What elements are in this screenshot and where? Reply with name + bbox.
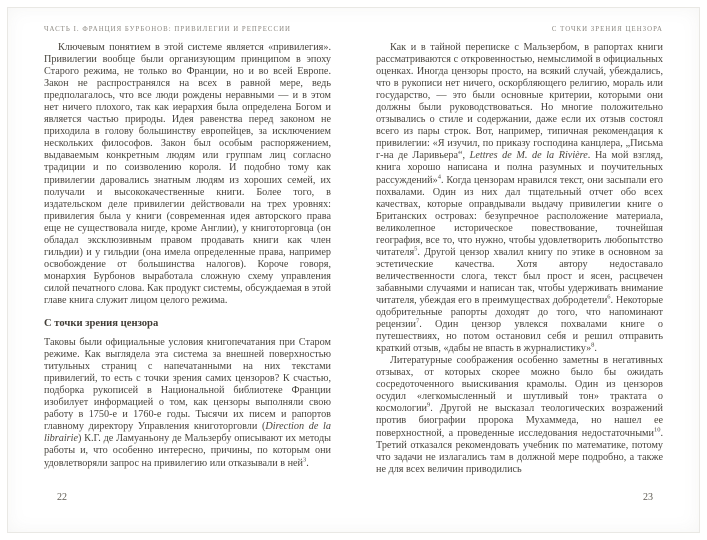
footnote-reference: 3 [303,456,307,464]
running-head-right: С ТОЧКИ ЗРЕНИЯ ЦЕНЗОРА [551,26,663,33]
page-left-body [44,42,331,470]
body-paragraph: Таковы были официальные условия книгопечатания при Старом режиме. Как выглядела эта система за внешней поверхностью титульных страниц с напечатанными на них текстами привилегий, то есть с точки зрения самих цензоров? К счастью, подборка рукописей в Национальной библиотеке Франции изобилует информацией о том, как цензоры выполняли свою работу в 1750-е и 1760-е годы. Тысячи их писем и рапортов главному директору Управления книготорговли (Direction de la librairie) К.Г. де Ламуаньону де Мальзербу описывают их методы работы и, что особенно интересно, причины, по которым они удовлетворяли запрос на привилегию или отказывали в ней$^3$. [44,337,331,469]
footnote-reference: 10 [653,426,661,434]
page-number-left: 22 [57,492,67,503]
page-number-right: 23 [643,492,653,503]
footnote-reference: 9 [426,402,431,410]
body-paragraph: Как и в тайной переписке с Мальзербом, в рапортах книги рассматриваются с откровенностью, немыслимой в официальных оценках. Иногда цензоры просто, на всякий случай, убеждались, что в рукописи нет ничего, оскорбляющего религию, мораль или государство, — это были основные критерии, которыми они должны были руководствоваться. Но многие положительно отзывались о стиле и содержании, даже если их отзыв состоял всего из пары строк. Вот, например, типичная рекомендация к привилегии: «Я изучил, по приказу господина канцлера, „Письма г-на де Ларивьера“, Lettres de M. de la Rivière. На мой взгляд, книга хорошо написана и полна разумных и поучительных рассуждений»$^4$. Когда цензорам нравился текст, они засыпали его похвалами. Один из них дал тщательный отчет обо всех качествах, которые оправдывали выдачу привилегии книге о Британских островах: безупречное расположение материала, великолепное историческое повествование, точнейшая география, все то, что нужно, чтобы удовлетворить любопытство читателя$^5$. Другой цензор хвалил книгу по этике в основном за эстетические качества. Хотя автору недоставало величественности слога, текст был прост и ясен, расцвечен забавными случаями и написан так, чтобы удерживать внимание читателя, убеждая его в преимуществах добродетели$^6$. Некоторые одобрительные рапорты доходят до того, что напоминают рецензии$^7$. Один цензор увлекся похвалами книге о путешествиях, но потом остановил себя и решил отправить краткий отзыв, «дабы не впасть в журналистику»$^8$. [376,42,663,355]
page-right [376,0,663,540]
body-paragraph: Литературные соображения особенно заметны в негативных отзывах, от которых скорее можно было бы ожидать сосредоточенного выискивания крамолы. Один из цензоров осудил «легкомысленный и шутливый тон» трактата о космологии$^9$. Другой не высказал теологических возражений против биографии пророка Мухаммеда, но нашел ее поверхностной, а проведенные исследования недостаточными$^{10}$. Третий отказался рекомендовать учебник по математике, потому что задачи не излагались там в должной мере подробно, а также не для всех величин приводились [376,355,663,475]
page-left [44,0,331,540]
section-subheading: С точки зрения цензора [44,318,159,330]
running-head-left: ЧАСТЬ I. ФРАНЦИЯ БУРБОНОВ: ПРИВИЛЕГИИ И РЕПРЕССИИ [44,26,292,33]
footnote-reference: 6 [607,293,611,301]
footnote-reference: 7 [415,317,420,325]
footnote-reference: 4 [437,173,441,181]
body-paragraph: Ключевым понятием в этой системе является «привилегия». Привилегии вообще были организующим принципом в эпоху Старого режима, не только во Франции, но и во всей Европе. Закон не распространялся на всех в равной мере, ведь предполагалось, что все люди рождены неравными — и в этом нет ничего плохого, так как иерархия была определена Богом и является частью природы. Идея равенства перед законом не приходила в голову большинству европейцев, за исключением нескольких философов. Закон был особым распоряжением, выдаваемым конкретным людям или группам лиц согласно традиции и по соизволению короля. И подобно тому как привилегии даровались знатным людям из хороших семей, их получали и высококачественные книги. Более того, в издательском деле привилегии действовали на трех уровнях: привилегия была у книги (современная идея авторского права еще не существовала нигде, кроме Англии), у книготорговца (он обладал эксклюзивным правом продавать книги как член гильдии) и у гильдии (она имела определенные права, например освобождение от большинства налогов). Короче говоря, монархия Бурбонов выработала сложную схему управления силой печатного слова. Как продукт системы, обсуждаемая в этой главе книга служит лицом целого режима. [44,42,331,306]
footnote-reference: 8 [591,341,595,349]
footnote-reference: 5 [414,245,418,253]
page-right-body [376,42,663,476]
